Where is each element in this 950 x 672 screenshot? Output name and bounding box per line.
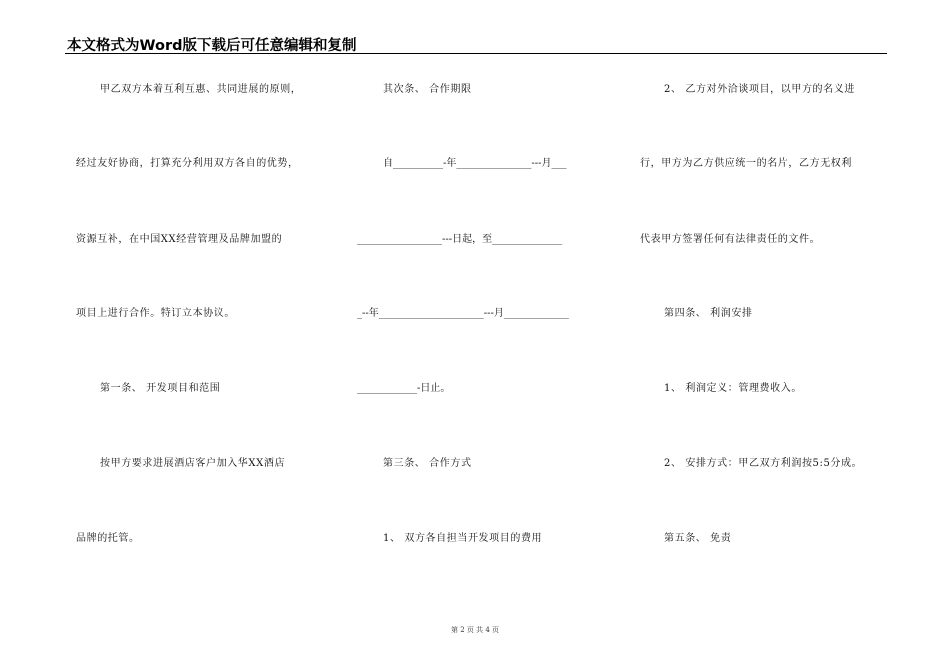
col2-line-4: _--年_____________________---月_____________ — [357, 308, 569, 319]
col2-line-6: 第三条、 合作方式 — [383, 458, 472, 469]
col1-line-5: 第一条、 开发项目和范围 — [100, 383, 221, 394]
page-number: 第 2 页 共 4 页 — [450, 626, 500, 634]
col1-line-3: 资源互补，在中国XX经营管理及品牌加盟的 — [76, 234, 283, 245]
document-header: 本文格式为Word版下载后可任意编辑和复制 — [67, 38, 357, 54]
col1-line-7: 品牌的托管。 — [76, 533, 140, 544]
col3-line-2: 行，甲方为乙方供应统一的名片，乙方无权利 — [640, 158, 852, 169]
col2-line-2: 自__________-年_______________---月___ — [383, 158, 567, 169]
col2-line-3: _________________---日起，至______________ — [357, 234, 563, 245]
col1-line-2: 经过友好协商，打算充分利用双方各自的优势， — [76, 158, 299, 169]
col1-line-6: 按甲方要求进展酒店客户加入华XX酒店 — [100, 458, 286, 469]
col3-line-1: 2、 乙方对外洽谈项目，以甲方的名义进 — [664, 84, 855, 95]
col3-line-4: 第四条、 利润安排 — [664, 308, 753, 319]
header-rule — [65, 53, 887, 54]
col3-line-5: 1、 利润定义：管理费收入。 — [664, 383, 802, 394]
col3-line-3: 代表甲方签署任何有法律责任的文件。 — [640, 234, 821, 245]
col2-line-1: 其次条、 合作期限 — [383, 84, 472, 95]
col2-line-5: ____________-日止。 — [357, 383, 451, 394]
col3-line-6: 2、 安排方式：甲乙双方利润按5:5分成。 — [664, 458, 863, 469]
col2-line-7: 1、 双方各自担当开发项目的费用 — [383, 533, 543, 544]
col1-line-1: 甲乙双方本着互利互惠、共同进展的原则， — [100, 84, 302, 95]
col3-line-7: 第五条、 免责 — [664, 533, 732, 544]
col1-line-4: 项目上进行合作。特订立本协议。 — [76, 308, 235, 319]
